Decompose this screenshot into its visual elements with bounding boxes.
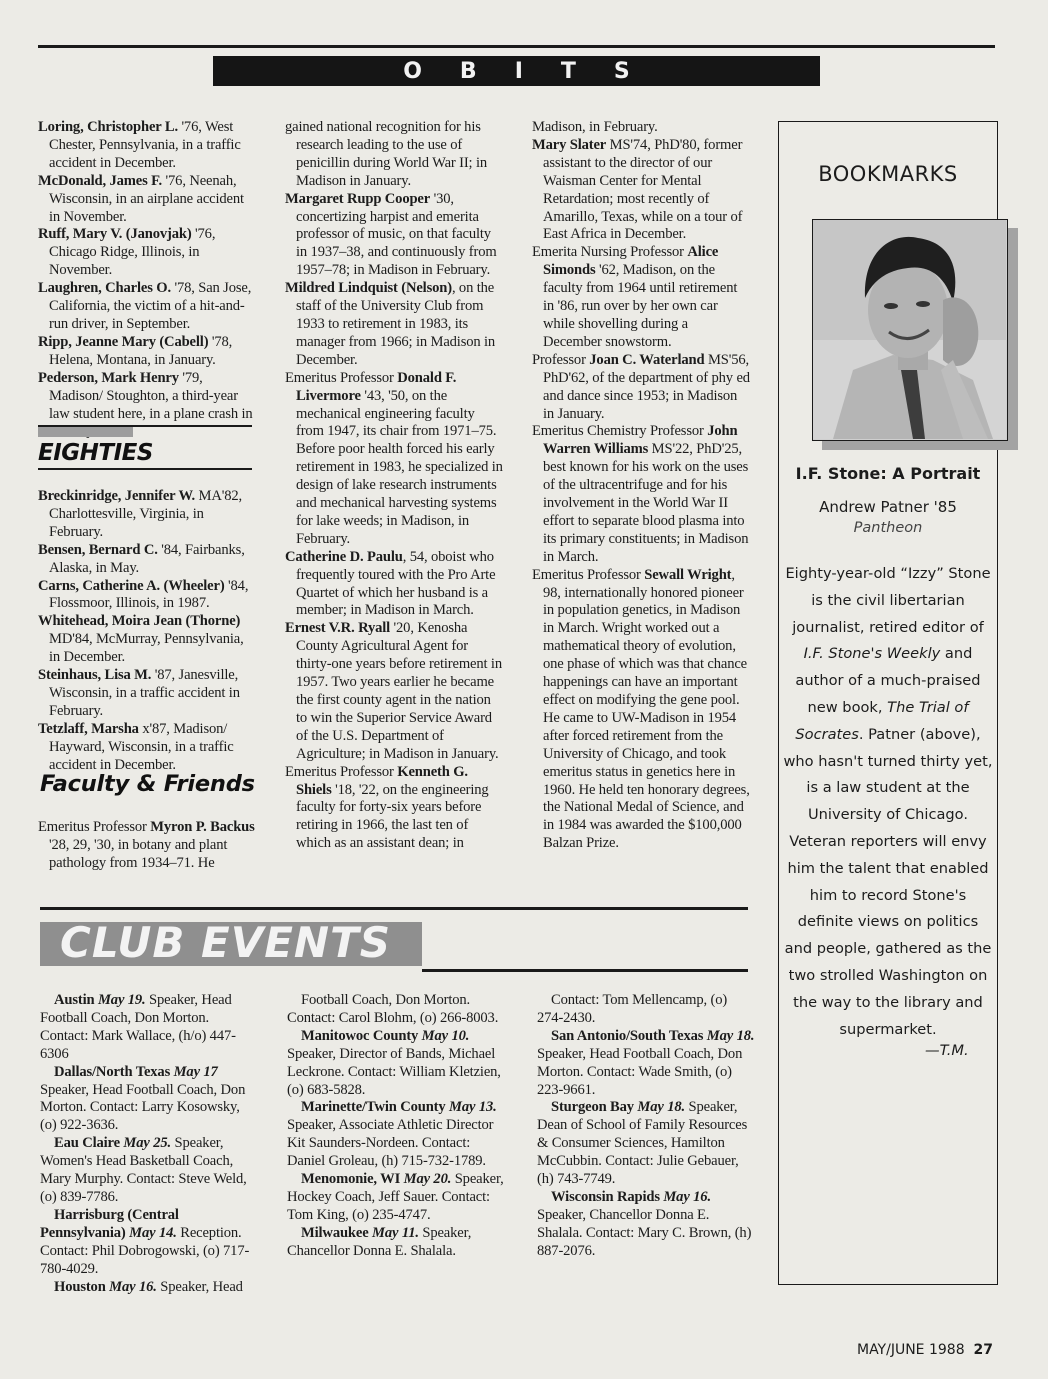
- entry-text: '28, 29, '30, in botany and plant pathology from 1934–71. He: [49, 836, 228, 871]
- obituary-entry: [38, 613, 256, 667]
- entry-text: MS'74, PhD'80, former assistant to the director of our Waisman Center for Mental Retardation; most recently of Amarillo, Texas, while on a tour of East Africa in December.: [543, 136, 743, 243]
- entry-text: gained national recognition for his research leading to the use of penicillin during World War II; in Madison in January.: [285, 119, 488, 189]
- event-details: Speaker, Chancellor Donna E. Shalala. Contact: Mary C. Brown, (h) 887-2076.: [537, 1206, 752, 1259]
- header-letter: B: [459, 58, 477, 84]
- entry-text: MS'56, PhD'62, of the department of phy ed and dance since 1953; in Madison in January.: [543, 351, 750, 422]
- event-details: Speaker, Women's Head Basketball Coach, Mary Murphy. Contact: Steve Weld, (o) 839-7786.: [40, 1135, 247, 1205]
- club-event-item: [40, 1207, 258, 1279]
- event-details: Speaker, Head Football Coach, Don Morton. Contact: Mark Wallace, (h/o) 447-6306: [40, 992, 236, 1062]
- deceased-name: John Warren Williams: [543, 423, 738, 458]
- obituary-entry: [38, 334, 256, 370]
- deceased-name: Myron P. Backus: [150, 819, 255, 835]
- eighties-heading: EIGHTIES: [38, 440, 153, 466]
- entry-text: '79, Madison/ Stoughton, a third-year law student here, in a plane crash in: [49, 369, 253, 422]
- event-city: San Antonio/South Texas: [551, 1027, 704, 1044]
- obituary-entry: [38, 667, 256, 721]
- entry-prefix: Emeritus Professor: [532, 566, 645, 583]
- obituary-entry: [38, 542, 256, 578]
- obits-column-1: [38, 119, 256, 441]
- entry-text: '43, '50, on the mechanical engineering faculty from 1947, its chair from 1971–75. Before poor health forced his early retirement in 1983, he specialized in design of lake research instruments and mechanical harvesting systems for lake weeds; in Madison, in February.: [296, 387, 503, 547]
- obituary-entry: [38, 280, 256, 334]
- obits-column-3: [532, 119, 750, 853]
- event-date: May 17: [170, 1063, 218, 1080]
- event-details: Speaker, Chancellor Donna E. Shalala.: [287, 1224, 472, 1259]
- club-event-item: [287, 1028, 505, 1100]
- eighties-top-rule: [38, 425, 252, 427]
- obituary-entry: [38, 119, 256, 173]
- event-date: May 11.: [368, 1224, 419, 1241]
- deceased-name: Alice Simonds: [543, 244, 719, 279]
- eighties-bottom-rule: [38, 468, 252, 470]
- entry-text: MS'22, PhD'25, best known for his work on the uses of the ultracentrifuge and for his involvement in the World War II effort to separate blood plasma into its primary constituents; in Madison in March.: [543, 441, 749, 565]
- event-city: Dallas/North Texas: [54, 1063, 171, 1080]
- deceased-name: Mildred Lindquist (Nelson): [285, 280, 452, 297]
- obituary-entry: [285, 280, 503, 370]
- event-date: May 18.: [633, 1099, 686, 1116]
- book-author: Andrew Patner '85: [819, 498, 957, 516]
- club-event-item: [537, 1189, 755, 1261]
- club-top-rule: [40, 907, 748, 910]
- review-italic-title: I.F. Stone's Weekly: [803, 645, 941, 663]
- event-date: May 16.: [105, 1278, 157, 1295]
- club-event-item: [40, 1279, 258, 1297]
- obituary-entry: [532, 244, 750, 351]
- top-rule: [38, 45, 995, 48]
- entry-text: , on the staff of the University Club from 1933 to retirement in 1983, its manager from 1966; in Madison in December.: [296, 280, 496, 368]
- book-publisher: Pantheon: [853, 520, 923, 536]
- entry-text: x'87, Madison/ Hayward, Wisconsin, in a traffic accident in December.: [49, 720, 234, 773]
- event-details: Speaker, Hockey Coach, Jeff Sauer. Contact: Tom King, (o) 235-4747.: [287, 1171, 504, 1223]
- eighties-tab: [38, 425, 133, 437]
- deceased-name: Joan C. Waterland: [589, 351, 705, 368]
- review-text: . Patner (above), who hasn't turned thirty yet, is a law student at the University of Chicago. Veteran reporters will envy him the talent that enabled him to record Stone's definite views on politics and people, gathered as the two strolled Washington on the way to the library and supermarket.: [783, 725, 993, 1038]
- deceased-name: Ruff, Mary V. (Janovjak): [38, 226, 192, 243]
- entry-text: '76, Chicago Ridge, Illinois, in November.: [49, 226, 216, 279]
- page-number: 27: [973, 1342, 993, 1358]
- deceased-name: Carns, Catherine A. (Wheeler): [38, 577, 225, 594]
- deceased-name: Steinhaus, Lisa M.: [38, 667, 152, 684]
- obituary-entry: [532, 423, 750, 566]
- entry-text: '20, Kenosha County Agricultural Agent for thirty-one years before retirement in 1957. Two years earlier he became the first county agent in the nation to win the Superior Service Award of the U.S. Department of Agriculture; in Madison in January.: [296, 620, 502, 762]
- event-details: Speaker, Director of Bands, Michael Leckrone. Contact: William Kletzien, (o) 683-5828.: [287, 1045, 501, 1098]
- event-city: Wisconsin Rapids: [551, 1188, 660, 1205]
- club-rule: [422, 969, 748, 972]
- eighties-list: [38, 488, 256, 775]
- event-details: Speaker, Head Football Coach, Don Morton. Contact: Larry Kosowsky, (o) 922-3636.: [40, 1081, 246, 1134]
- event-details: Speaker, Associate Athletic Director Kit Saunders-Nordeen. Contact: Daniel Groleau, (h) 715-732-1789.: [287, 1117, 494, 1170]
- entry-text: '76, Neenah, Wisconsin, in an airplane accident in November.: [49, 172, 244, 225]
- obituary-entry: [532, 567, 750, 854]
- event-details: Contact: Tom Mellencamp, (o) 274-2430.: [537, 992, 728, 1026]
- obituary-entry: [38, 819, 256, 873]
- review-italic-title: The Trial of Socrates: [795, 698, 969, 743]
- club-column-3: [537, 992, 755, 1261]
- deceased-name: Bensen, Bernard C.: [38, 541, 158, 558]
- event-details: Football Coach, Don Morton. Contact: Carol Blohm, (o) 266-8003.: [287, 992, 499, 1026]
- event-details: Speaker, Head: [156, 1278, 243, 1295]
- deceased-name: Pederson, Mark Henry: [38, 369, 179, 386]
- entry-text: '62, Madison, on the faculty from 1964 until retirement in '86, run over by her own car while shovelling during a December snowstorm.: [543, 262, 738, 350]
- obituary-entry: [532, 119, 750, 137]
- entry-text: , 98, internationally honored pioneer in population genetics, in Madison in March. Wright worked out a mathematical theory of evolution, one phase of which was that chance happenings can have an important effect on modifying the gene pool. He came to UW-Madison in 1954 after forced retirement from the University of Chicago, and took emeritus status in genetics here in 1960. He held ten honorary degrees, the National Medal of Science, and in 1984 was awarded the $100,000 Balzan Prize.: [543, 566, 750, 852]
- deceased-name: Mary Slater: [532, 136, 607, 153]
- entry-text: '18, '22, on the engineering faculty for forty-six years before retiring in 1966, the last ten of which as an assistant dean; in: [296, 781, 489, 852]
- entry-text: MD'84, McMurray, Pennsylvania, in December.: [49, 631, 244, 666]
- obits-column-2: [285, 119, 503, 853]
- review-signature: —T.M.: [925, 1042, 969, 1059]
- event-date: May 10.: [418, 1027, 470, 1044]
- book-review-body: [782, 561, 994, 1043]
- event-city: Houston: [54, 1278, 106, 1295]
- obituary-entry: [285, 191, 503, 281]
- issue-date: MAY/JUNE 1988: [856, 1342, 965, 1358]
- club-event-item: [287, 1225, 505, 1261]
- entry-prefix: Professor: [532, 351, 590, 368]
- club-column-1: [40, 992, 258, 1296]
- deceased-name: Kenneth G. Shiels: [296, 763, 468, 798]
- portrait-image: [813, 220, 1006, 439]
- obituary-entry: [532, 137, 750, 244]
- author-portrait-photo: [812, 219, 1008, 441]
- header-letter: I: [514, 58, 523, 84]
- deceased-name: Laughren, Charles O.: [38, 280, 171, 297]
- deceased-name: Tetzlaff, Marsha: [38, 720, 139, 737]
- event-date: May 20.: [400, 1171, 452, 1188]
- entry-prefix: Emeritus Chemistry Professor: [532, 423, 708, 440]
- event-date: May 25.: [119, 1135, 172, 1152]
- event-details: Speaker, Head Football Coach, Don Morton. Contact: Wade Smith, (o) 223-9661.: [537, 1045, 743, 1098]
- entry-text: '87, Janesville, Wisconsin, in a traffic accident in February.: [49, 667, 240, 719]
- deceased-name: McDonald, James F.: [38, 172, 163, 189]
- entry-text: '30, concertizing harpist and emerita professor of music, on that faculty in 1937–38, and continuously from 1957–78; in Madison in February.: [296, 190, 497, 279]
- entry-text: '78, Helena, Montana, in January.: [49, 333, 233, 368]
- club-event-item: [537, 1028, 755, 1100]
- club-event-item: [287, 1099, 505, 1171]
- club-event-item: [537, 992, 755, 1028]
- event-city: Milwaukee: [301, 1224, 369, 1241]
- obituary-entry: [38, 173, 256, 227]
- event-city: Austin: [54, 992, 95, 1008]
- obituary-entry: [285, 549, 503, 621]
- club-event-item: [287, 992, 505, 1028]
- deceased-name: Donald F. Livermore: [296, 369, 457, 404]
- club-event-item: [537, 1099, 755, 1189]
- entry-prefix: Emeritus Professor: [285, 763, 398, 780]
- deceased-name: Margaret Rupp Cooper: [285, 190, 431, 207]
- event-date: May 16.: [659, 1188, 711, 1205]
- club-event-item: [287, 1171, 505, 1225]
- event-city: Menomonie, WI: [301, 1171, 401, 1188]
- faculty-heading: Faculty & Friends: [40, 771, 255, 797]
- entry-prefix: Emeritus Professor: [38, 819, 151, 835]
- deceased-name: Catherine D. Paulu: [285, 548, 403, 565]
- entry-prefix: Emerita Nursing Professor: [532, 244, 688, 261]
- event-date: May 14.: [125, 1224, 177, 1241]
- obituary-entry: [38, 488, 256, 542]
- bookmarks-title: BOOKMARKS: [818, 162, 958, 186]
- deceased-name: Breckinridge, Jennifer W.: [38, 488, 196, 504]
- obituary-entry: [285, 764, 503, 854]
- entry-text: '84, Flossmoor, Illinois, in 1987.: [49, 577, 249, 612]
- event-details: Reception. Contact: Phil Dobrogowski, (o) 717-780-4029.: [40, 1224, 250, 1277]
- club-column-2: [287, 992, 505, 1261]
- event-date: May 18.: [703, 1027, 755, 1044]
- event-city: Marinette/Twin County: [301, 1099, 446, 1116]
- entry-text: , 54, oboist who frequently toured with the Pro Arte Quartet of which her husband is a member; in Madison in March.: [296, 548, 496, 619]
- entry-text: MA'82, Charlottesville, Virginia, in February.: [49, 488, 243, 540]
- event-city: Eau Claire: [54, 1135, 120, 1152]
- obits-section-header: [213, 56, 820, 86]
- obituary-entry: [285, 119, 503, 191]
- header-letter: S: [613, 58, 630, 84]
- deceased-name: Ernest V.R. Ryall: [285, 620, 391, 637]
- obituary-entry: [38, 721, 256, 775]
- entry-text: Madison, in February.: [532, 119, 658, 135]
- club-event-item: [40, 1135, 258, 1207]
- deceased-name: Whitehead, Moira Jean (Thorne): [38, 613, 241, 630]
- entry-text: '78, San Jose, California, the victim of a hit-and-run driver, in September.: [49, 280, 252, 332]
- entry-text: '84, Fairbanks, Alaska, in May.: [49, 541, 245, 576]
- entry-text: '76, West Chester, Pennsylvania, in a traffic accident in December.: [49, 119, 241, 171]
- obituary-entry: [532, 352, 750, 424]
- deceased-name: Ripp, Jeanne Mary (Cabell): [38, 333, 209, 350]
- event-date: May 13.: [445, 1099, 497, 1116]
- entry-prefix: Emeritus Professor: [285, 369, 398, 386]
- page-footer: [857, 1342, 993, 1358]
- header-letter: O: [403, 58, 422, 84]
- event-city: Manitowoc County: [301, 1027, 419, 1044]
- event-city: Harrisburg (Central Pennsylvania): [40, 1206, 179, 1241]
- club-event-item: [40, 1064, 258, 1136]
- club-events-heading-band: [40, 922, 422, 966]
- deceased-name: Loring, Christopher L.: [38, 119, 178, 135]
- obituary-entry: [38, 226, 256, 280]
- review-text: and author of a much-praised new book,: [795, 645, 981, 716]
- event-date: May 19.: [94, 992, 146, 1008]
- club-events-heading: CLUB EVENTS: [60, 922, 391, 966]
- header-letter: T: [560, 58, 576, 84]
- obituary-entry: [285, 620, 503, 763]
- deceased-name: Sewall Wright: [644, 566, 732, 583]
- club-event-item: [40, 992, 258, 1064]
- event-details: Speaker, Dean of School of Family Resources & Consumer Sciences, Hamilton McCubbin. Contact: Julie Gebauer, (h) 743-7749.: [537, 1099, 748, 1188]
- faculty-column-1: [38, 819, 256, 873]
- obituary-entry: [38, 578, 256, 614]
- book-title: I.F. Stone: A Portrait: [795, 464, 981, 483]
- event-city: Sturgeon Bay: [551, 1099, 634, 1116]
- review-text: Eighty-year-old “Izzy” Stone is the civil libertarian journalist, retired editor of: [785, 565, 991, 636]
- obituary-entry: [285, 370, 503, 549]
